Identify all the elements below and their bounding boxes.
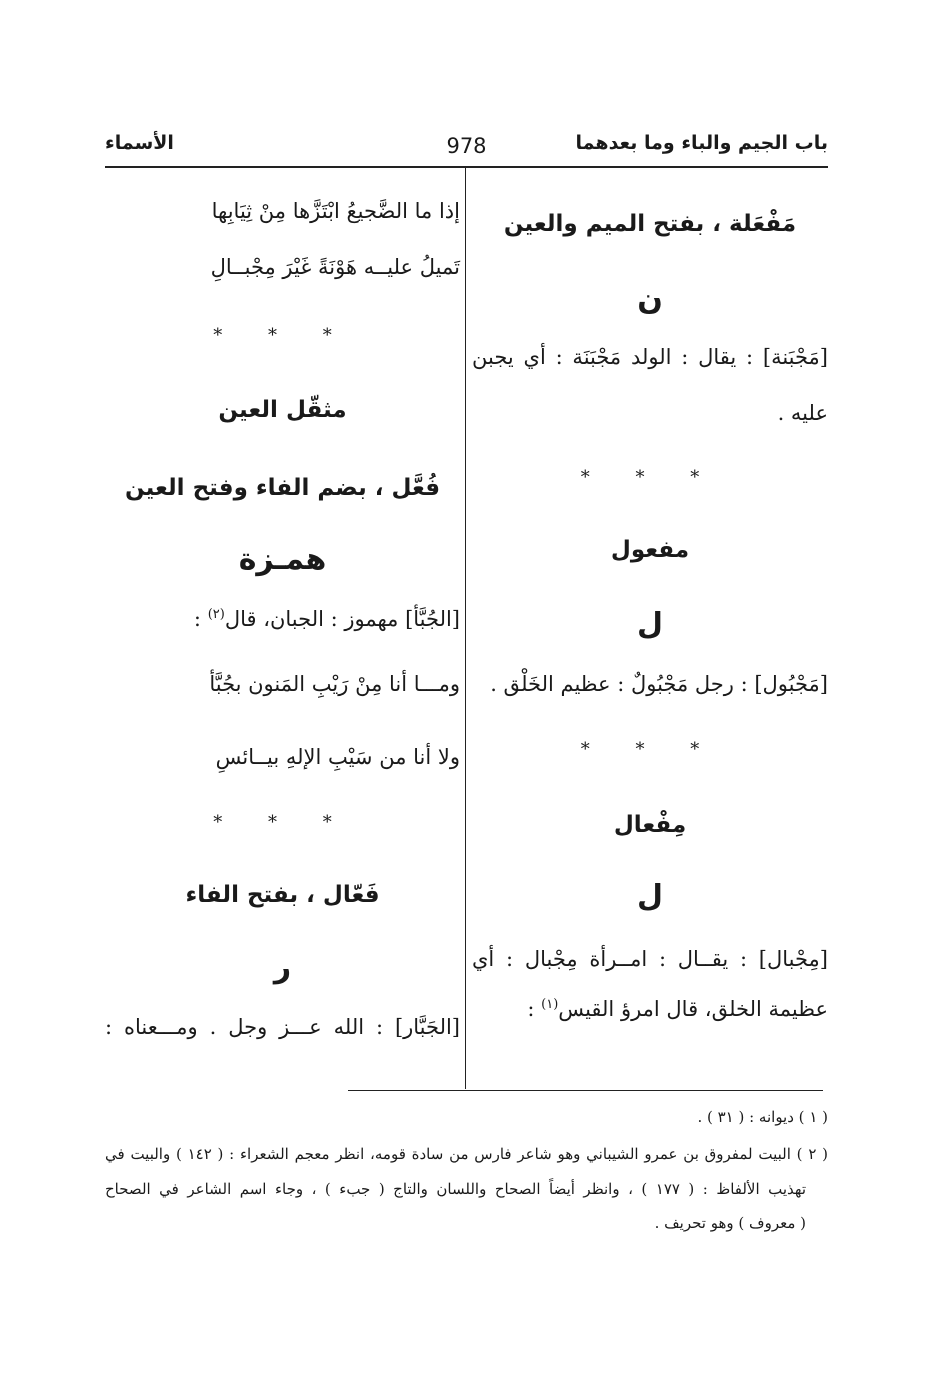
footnote-2-end: ( معروف ) وهو تحريف . bbox=[654, 1214, 806, 1232]
footnote-ref[interactable]: (٢) bbox=[207, 607, 225, 622]
entry-majbana: [مَجْبَنة] : يقال : الولد مَجْبَنَة : أي يجبن bbox=[472, 345, 828, 369]
stars-separator: * * * bbox=[580, 739, 720, 760]
heading-mafala: مَفْعَلة ، بفتح الميم والعين bbox=[503, 211, 797, 237]
letter-heading: ل bbox=[636, 879, 664, 914]
letter-heading: ن bbox=[637, 282, 663, 317]
entry-mijbal: [مِجْبال] : يقــال : امــرأة مِجْبال : أي bbox=[472, 947, 828, 971]
heading-faaal: فَعّال ، بفتح الفاء bbox=[185, 882, 380, 908]
verse-line: ومـــا أنا مِنْ رَيْبِ المَنون بجُبَّأ bbox=[209, 672, 460, 696]
heading-fuaal: فُعَّل ، بضم الفاء وفتح العين bbox=[124, 475, 441, 501]
entry-majbana-cont: عليه . bbox=[777, 401, 828, 425]
heading-muthaqqal: مثقّل العين bbox=[218, 397, 347, 423]
chapter-title: باب الجيم والباء وما بعدهما bbox=[575, 132, 828, 154]
verse-line: ولا أنا من سَيْبِ الإلهِ بيــائسِ bbox=[215, 745, 460, 769]
footnote-ref[interactable]: (١) bbox=[541, 997, 559, 1012]
footnote-2: ( ٢ ) البيت لمفروق بن عمرو الشيباني وهو شاعر فارس من سادة قومه، انظر معجم الشعراء : ( ١٤٢ ) والبيت في bbox=[105, 1145, 828, 1163]
right-column bbox=[472, 167, 828, 1087]
verse-line: إذا ما الضَّجيعُ ابْتَزَّها مِنْ ثِيَابِها bbox=[211, 199, 460, 223]
entry-jabbar: [الجَبَّار] : الله عـــز وجل . ومـــعناه : bbox=[105, 1015, 460, 1039]
column-divider bbox=[465, 167, 466, 1089]
heading-mifal: مِفْعال bbox=[613, 812, 687, 838]
entry-mijbal-cont: عظيمة الخلق، قال امرؤ القيس$^{(١)}$ : bbox=[527, 997, 828, 1021]
verse-line: تَميلُ عليــه هَوْنَةً غَيْرَ مِجْبــالِ bbox=[210, 255, 460, 279]
page-number: 978 bbox=[446, 134, 487, 158]
entry-majbool: [مَجْبُول] : رجل مَجْبُولٌ : عظيم الخَلْق . bbox=[490, 672, 828, 696]
footnote-2-cont: تهذيب الألفاظ : ( ١٧٧ ) ، وانظر أيضاً الصحاح واللسان والتاج ( جبء ) ، وجاء اسم الشاعر في الصحاح bbox=[105, 1180, 807, 1198]
letter-heading: ل bbox=[636, 607, 664, 642]
stars-separator: * * * bbox=[213, 812, 352, 833]
stars-separator: * * * bbox=[580, 467, 720, 488]
heading-mafool: مفعول bbox=[610, 537, 690, 563]
left-column bbox=[105, 167, 460, 1087]
entry-jubba: [الجُبَّأ] مهموز : الجبان، قال$^{(٢)}$ : bbox=[193, 607, 460, 631]
section-title: الأسماء bbox=[105, 132, 174, 154]
letter-heading: ر bbox=[273, 950, 292, 985]
stars-separator: * * * bbox=[213, 325, 352, 346]
footnote-1: ( ١ ) ديوانه : ( ٣١ ) . bbox=[697, 1108, 828, 1126]
page-header bbox=[105, 126, 828, 166]
footnote-rule bbox=[348, 1090, 823, 1091]
letter-heading: همـزة bbox=[238, 542, 327, 577]
